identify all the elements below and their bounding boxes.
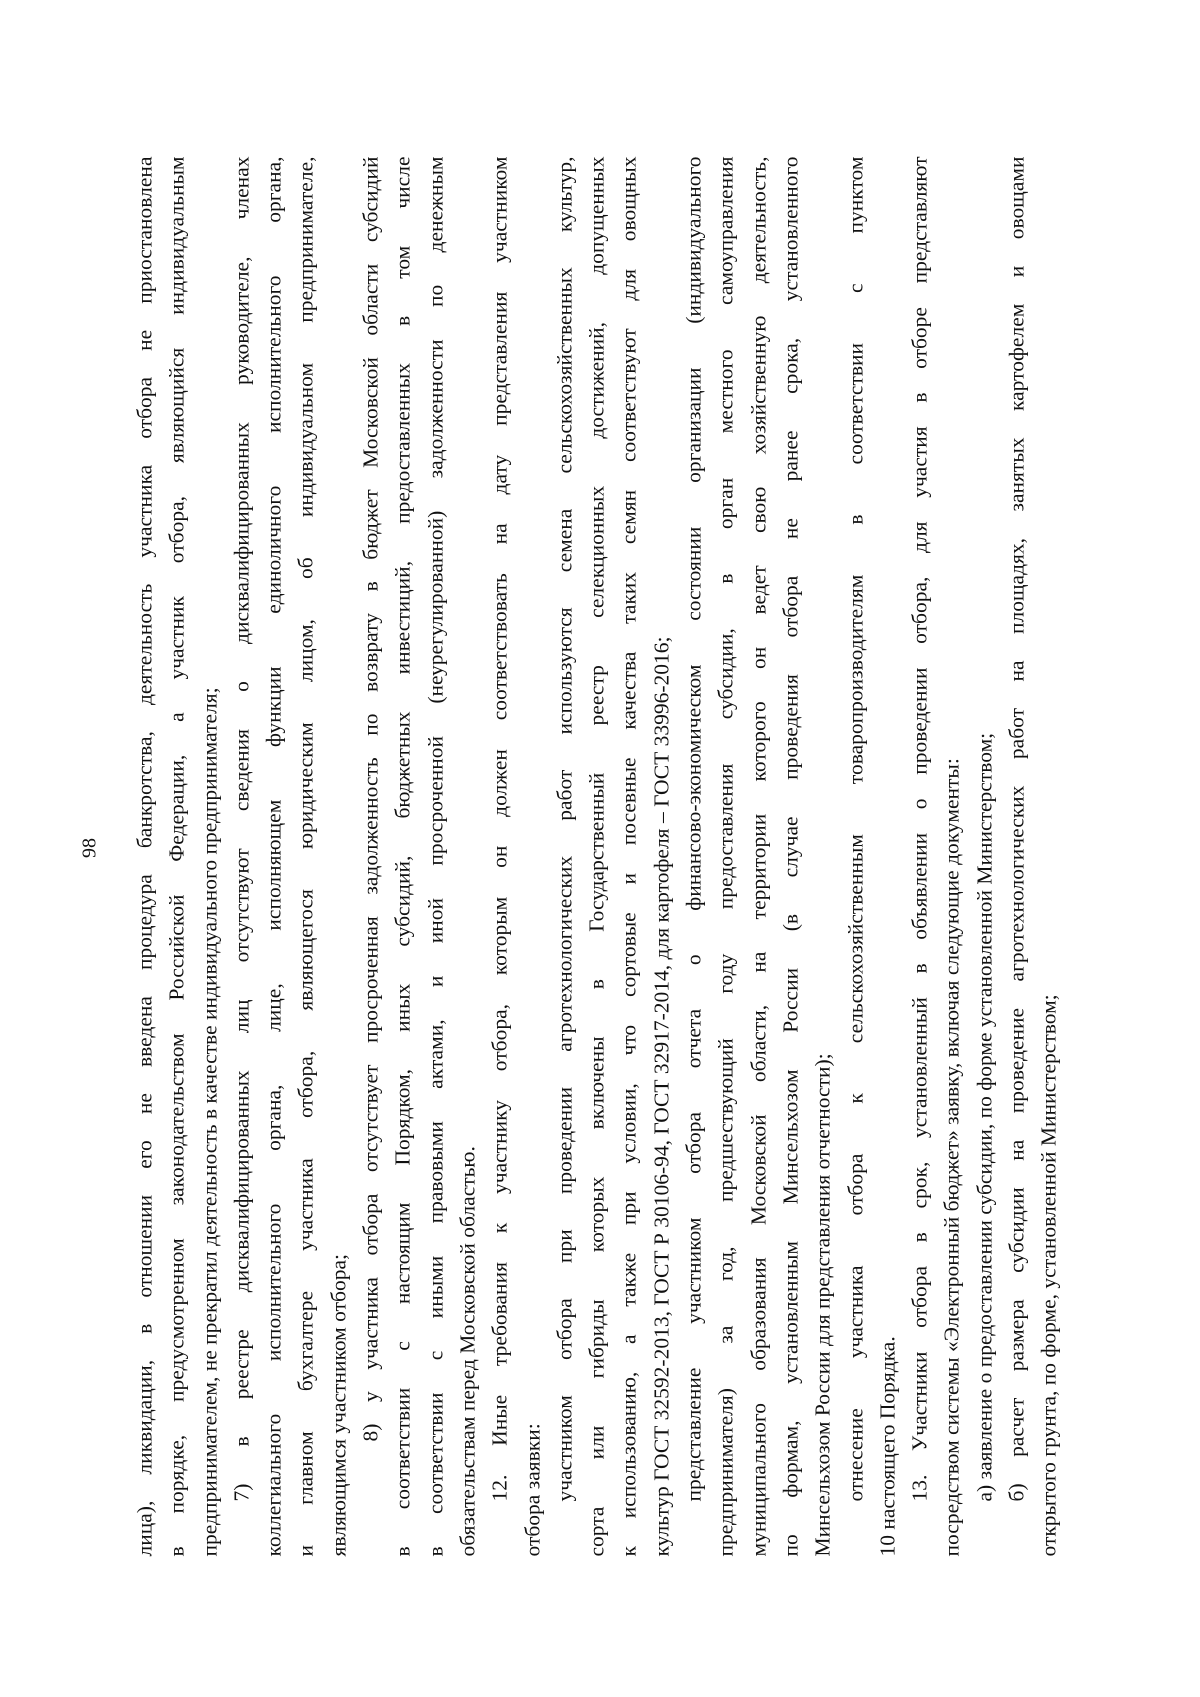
text-line: муниципального образования Московской области, на территории которого он ведет свою хозяйственную деятельность,: [746, 156, 771, 1557]
text-line: Минсельхозом России для представления отчетности);: [810, 1053, 835, 1557]
text-line: в порядке, предусмотренном законодательством Российской Федерации, а участник отбора, являющийся индивидуальным: [164, 156, 189, 1557]
text-line: а) заявление о предоставлении субсидии, по форме установленной Министерством;: [972, 732, 997, 1502]
document-body: [129, 157, 1066, 1557]
text-line: 8) у участника отбора отсутствует просроченная задолженность по возврату в бюджет Московской области субсидий: [358, 156, 383, 1442]
text-line: предпринимателя) за год, предшествующий году предоставления субсидии, в орган местного самоуправления: [713, 156, 738, 1557]
text-line: открытого грунта, по форме, установленной Министерством;: [1036, 994, 1061, 1557]
text-line: 12. Иные требования к участнику отбора, которым он должен соответствовать на дату представления участником: [487, 156, 512, 1502]
text-line: 7) в реестре дисквалифицированных лиц отсутствуют сведения о дисквалифицированных руководителе, членах: [229, 156, 254, 1502]
text-line: обязательствам перед Московской областью.: [455, 1146, 480, 1557]
document-page: [1, 0, 1200, 1697]
text-line: 10 настоящего Порядка.: [875, 1336, 900, 1557]
page-number: 98: [78, 838, 101, 858]
text-line: в соответствии с настоящим Порядком, иных субсидий, бюджетных инвестиций, предоставленных в том числе: [390, 156, 415, 1557]
text-line: отнесение участника отбора к сельскохозяйственным товаропроизводителям в соответствии с пунктом: [843, 156, 868, 1502]
text-line: к использованию, а также при условии, что сортовые и посевные качества таких семян соответствуют для овощных: [616, 156, 641, 1557]
text-line: посредством системы «Электронный бюджет» заявку, включая следующие документы:: [939, 758, 964, 1557]
text-line: отбора заявки:: [520, 1423, 545, 1557]
text-line: 13. Участники отбора в срок, установленный в объявлении о проведении отбора, для участия в отборе представляют: [907, 156, 932, 1502]
text-line: лица), ликвидации, в отношении его не введена процедура банкротства, деятельность участника отбора не приостановлена: [132, 156, 157, 1557]
text-line: культур ГОСТ 32592-2013, ГОСТ Р 30106-94, ГОСТ 32917-2014, для картофеля – ГОСТ 33996-2016;: [649, 636, 674, 1557]
text-line: участником отбора при проведении агротехнологических работ используются семена сельскохозяйственных культур,: [552, 156, 577, 1502]
text-line: представление участником отбора отчета о финансово-экономическом состоянии организации (индивидуального: [681, 156, 706, 1502]
text-line: сорта или гибриды которых включены в Государственный реестр селекционных достижений, допущенных: [584, 156, 609, 1557]
text-line: по формам, установленным Минсельхозом России (в случае проведения отбора не ранее срока, установленного: [778, 156, 803, 1557]
text-line: коллегиального исполнительного органа, лице, исполняющем функции единоличного исполнительного органа,: [261, 156, 286, 1557]
text-line: б) расчет размера субсидии на проведение агротехнологических работ на площадях, занятых картофелем и овощами: [1004, 156, 1029, 1502]
text-line: предпринимателем, не прекратил деятельность в качестве индивидуального предпринимателя;: [197, 687, 222, 1557]
text-line: являющимся участником отбора;: [326, 1254, 351, 1557]
text-line: в соответствии с иными правовыми актами, и иной просроченной (неурегулированной) задолженности по денежным: [423, 156, 448, 1557]
text-line: и главном бухгалтере участника отбора, являющегося юридическим лицом, об индивидуальном предпринимателе,: [293, 156, 318, 1557]
